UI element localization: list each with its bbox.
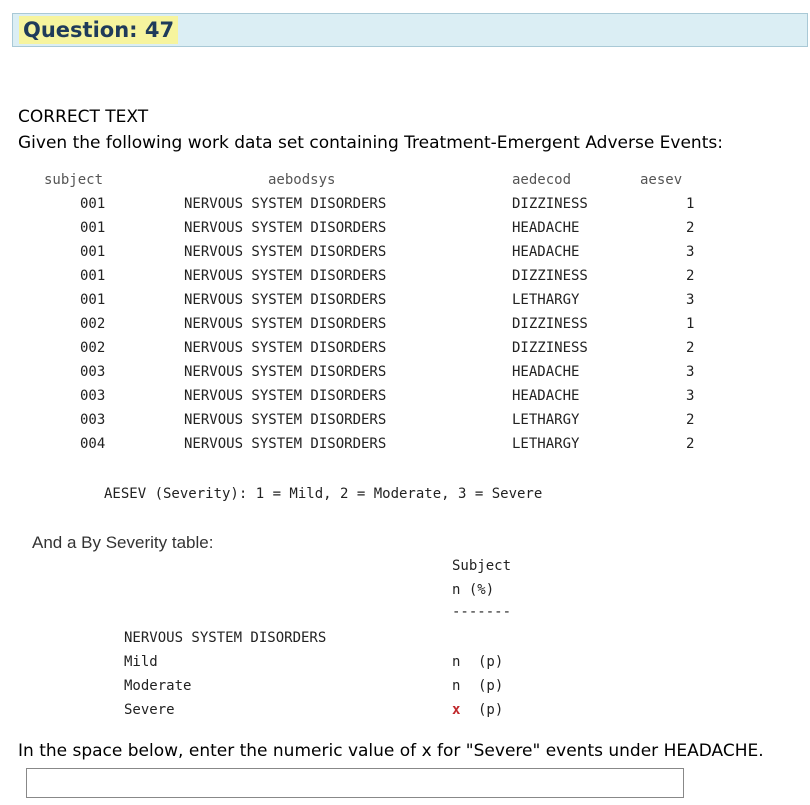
cell-aedecod: DIZZINESS: [512, 316, 588, 332]
cell-subject: 004: [80, 436, 106, 452]
x-marker: x: [452, 702, 461, 718]
cell-aedecod: HEADACHE: [512, 220, 580, 236]
cell-aesev: 2: [686, 412, 695, 428]
cell-aebodsys: NERVOUS SYSTEM DISORDERS: [184, 220, 387, 236]
count-cell: n: [452, 654, 461, 670]
cell-subject: 003: [80, 412, 106, 428]
question-type: CORRECT TEXT: [18, 107, 149, 127]
cell-aebodsys: NERVOUS SYSTEM DISORDERS: [184, 412, 387, 428]
cell-aebodsys: NERVOUS SYSTEM DISORDERS: [184, 268, 387, 284]
cell-aedecod: LETHARGY: [512, 436, 580, 452]
by-severity-label: And a By Severity table:: [32, 533, 214, 552]
cell-aebodsys: NERVOUS SYSTEM DISORDERS: [184, 244, 387, 260]
cell-aedecod: HEADACHE: [512, 388, 580, 404]
group-label: NERVOUS SYSTEM DISORDERS: [124, 630, 327, 646]
cell-aesev: 2: [686, 340, 695, 356]
cell-aesev: 3: [686, 292, 695, 308]
severity-label: Moderate: [124, 678, 192, 694]
cell-subject: 001: [80, 268, 106, 284]
answer-prompt: In the space below, enter the numeric value of x for "Severe" events under HEADACHE.: [18, 741, 764, 761]
cell-aedecod: DIZZINESS: [512, 340, 588, 356]
cell-aesev: 2: [686, 268, 695, 284]
n-percent-header: n (%): [452, 582, 495, 598]
cell-aebodsys: NERVOUS SYSTEM DISORDERS: [184, 316, 387, 332]
cell-aebodsys: NERVOUS SYSTEM DISORDERS: [184, 340, 387, 356]
severity-label: Severe: [124, 702, 175, 718]
cell-aebodsys: NERVOUS SYSTEM DISORDERS: [184, 364, 387, 380]
col-header-subject: subject: [44, 172, 104, 188]
question-intro: Given the following work data set containing Treatment-Emergent Adverse Events:: [18, 133, 723, 153]
cell-aebodsys: NERVOUS SYSTEM DISORDERS: [184, 292, 387, 308]
cell-subject: 003: [80, 364, 106, 380]
cell-aebodsys: NERVOUS SYSTEM DISORDERS: [184, 196, 387, 212]
cell-aedecod: LETHARGY: [512, 292, 580, 308]
cell-aedecod: HEADACHE: [512, 364, 580, 380]
severity-label: Mild: [124, 654, 158, 670]
col-header-aesev: aesev: [640, 172, 683, 188]
cell-aebodsys: NERVOUS SYSTEM DISORDERS: [184, 436, 387, 452]
cell-subject: 001: [80, 196, 106, 212]
percent-cell: (p): [478, 678, 504, 694]
cell-subject: 001: [80, 244, 106, 260]
severity-legend: AESEV (Severity): 1 = Mild, 2 = Moderate, 3 = Severe: [104, 486, 543, 502]
cell-subject: 002: [80, 340, 106, 356]
cell-aesev: 3: [686, 244, 695, 260]
cell-aebodsys: NERVOUS SYSTEM DISORDERS: [184, 388, 387, 404]
cell-aesev: 1: [686, 316, 695, 332]
header-rule: -------: [452, 604, 512, 620]
cell-aesev: 2: [686, 436, 695, 452]
cell-subject: 001: [80, 220, 106, 236]
cell-aedecod: LETHARGY: [512, 412, 580, 428]
question-header-bar: [12, 13, 808, 47]
count-cell: n: [452, 678, 461, 694]
cell-subject: 002: [80, 316, 106, 332]
cell-subject: 003: [80, 388, 106, 404]
cell-aesev: 3: [686, 364, 695, 380]
cell-aesev: 1: [686, 196, 695, 212]
answer-input[interactable]: [26, 768, 684, 798]
cell-aedecod: DIZZINESS: [512, 196, 588, 212]
cell-aedecod: HEADACHE: [512, 244, 580, 260]
cell-subject: 001: [80, 292, 106, 308]
subject-header: Subject: [452, 558, 512, 574]
percent-cell: (p): [478, 654, 504, 670]
percent-cell: (p): [478, 702, 504, 718]
col-header-aebodsys: aebodsys: [268, 172, 336, 188]
cell-aedecod: DIZZINESS: [512, 268, 588, 284]
cell-aesev: 3: [686, 388, 695, 404]
col-header-aedecod: aedecod: [512, 172, 572, 188]
question-number: Question: 47: [19, 16, 178, 44]
cell-aesev: 2: [686, 220, 695, 236]
